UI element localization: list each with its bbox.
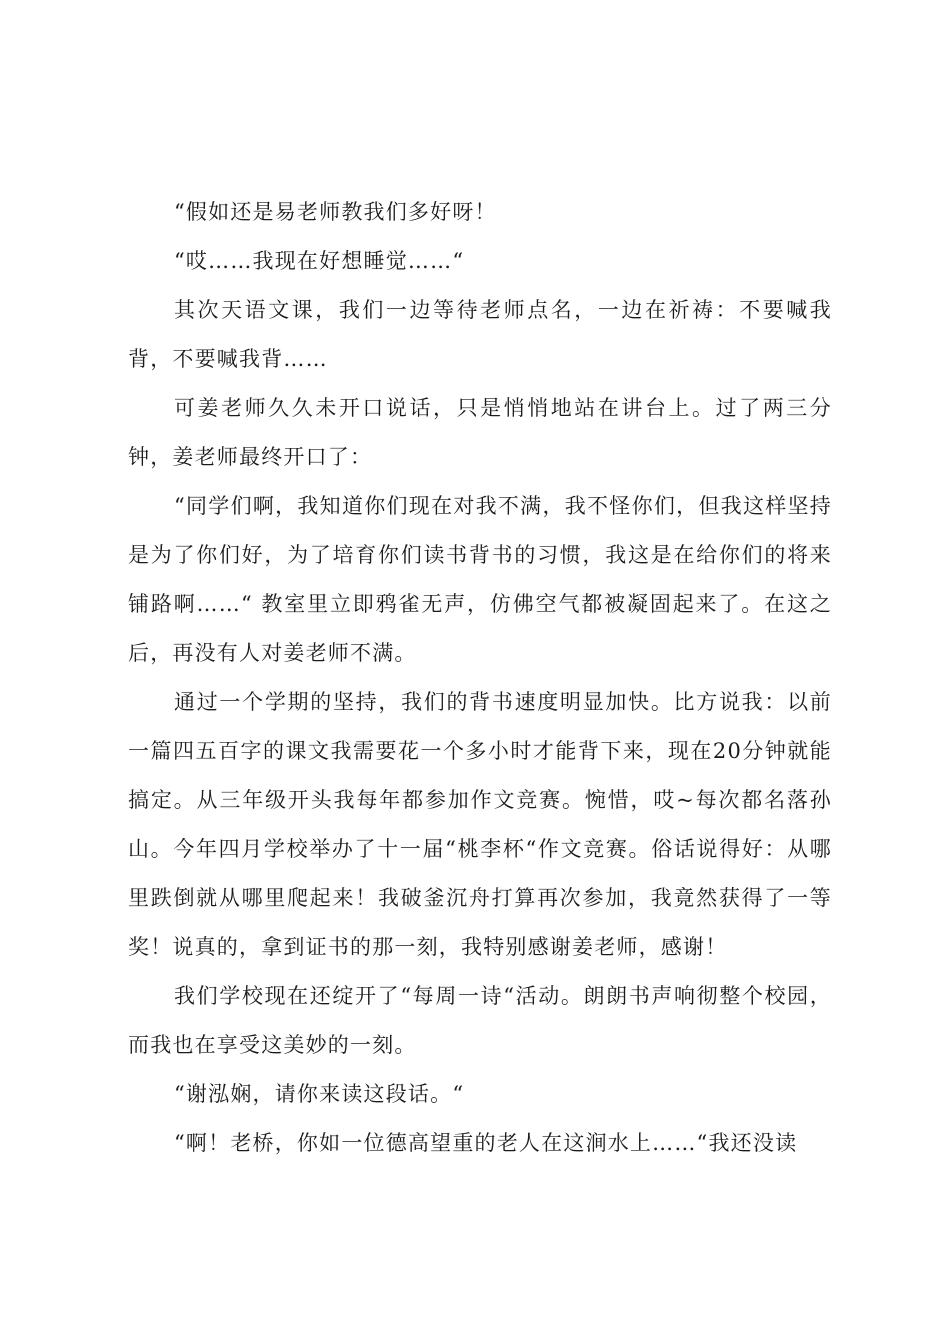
paragraph-7: 我们学校现在还绽开了“每周一诗“活动。朗朗书声响彻整个校园，而我也在享受这美妙的一刻。 [128, 984, 832, 1057]
paragraph-1: “假如还是易老师教我们多好呀！ [174, 200, 497, 224]
paragraph-6: 通过一个学期的坚持，我们的背书速度明显加快。比方说我：以前一篇四五百字的课文我需要花一个多小时才能背下来，现在20分钟就能搞定。从三年级开头我每年都参加作文竞赛。惋惜，哎~每次都名落孙山。今年四月学校举办了十一届“桃李杯“作文竞赛。俗话说得好：从哪里跌倒就从哪里爬起来！我破釜沉舟打算再次参加，我竟然获得了一等奖！说真的，拿到证书的那一刻，我特别感谢姜老师，感谢！ [128, 690, 832, 959]
paragraph-9: “啊！老桥，你如一位德高望重的老人在这涧水上……“我还没读 [174, 1131, 798, 1155]
paragraph-4: 可姜老师久久未开口说话，只是悄悄地站在讲台上。过了两三分钟，姜老师最终开口了： [128, 396, 832, 469]
paragraph-2: “哎……我现在好想睡觉……“ [174, 249, 465, 273]
paragraph-5: “同学们啊，我知道你们现在对我不满，我不怪你们，但我这样坚持是为了你们好，为了培育你们读书背书的习惯，我这是在给你们的将来铺路啊……“ 教室里立即鸦雀无声，仿佛空气都被凝固起来了。在这之后，再没有人对姜老师不满。 [128, 494, 832, 665]
document-body [128, 188, 832, 1168]
paragraph-3: 其次天语文课，我们一边等待老师点名，一边在祈祷：不要喊我背，不要喊我背…… [128, 298, 832, 371]
paragraph-8: “谢泓娴，请你来读这段话。“ [174, 1082, 465, 1106]
